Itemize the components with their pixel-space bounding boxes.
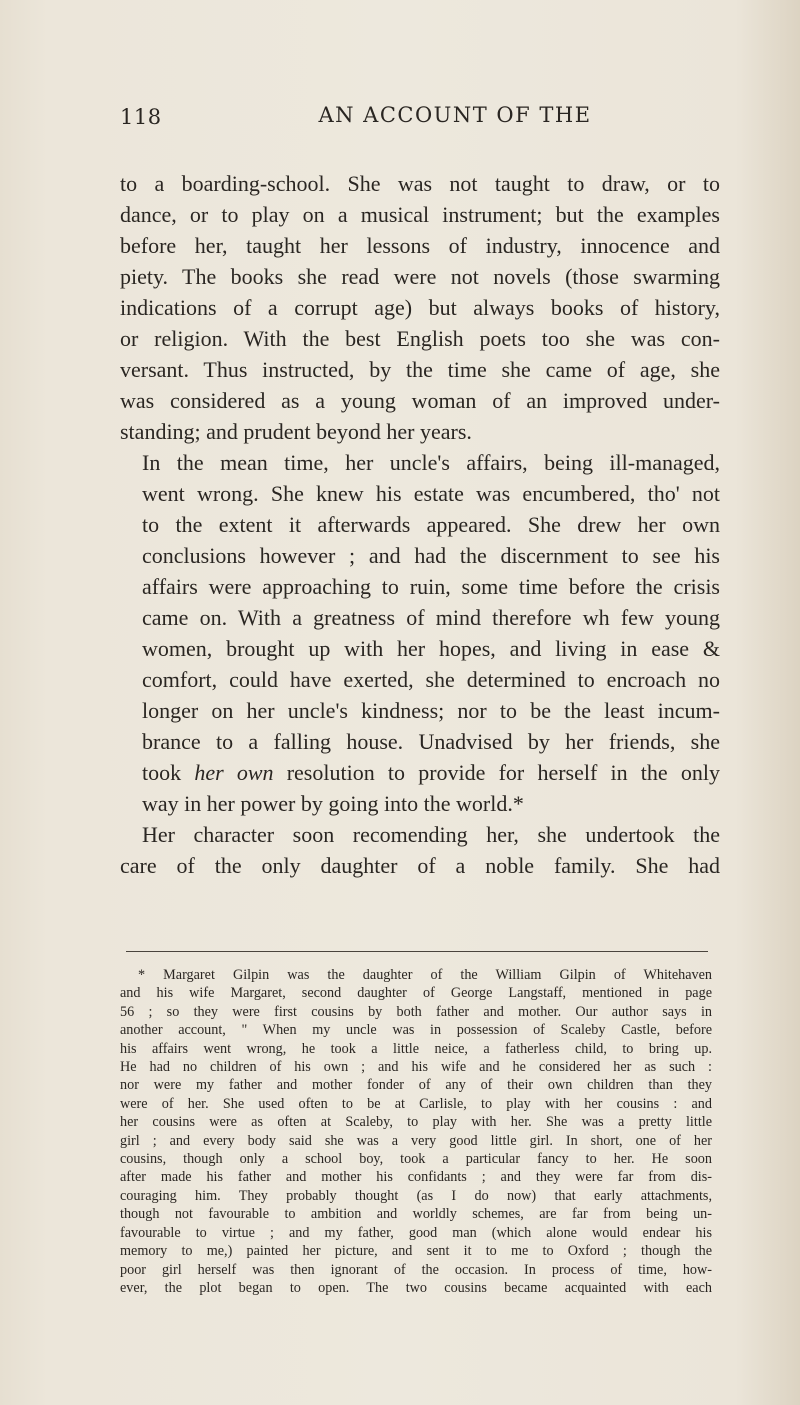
footnote-line: nor were my father and mother fonder of any of their own children than they	[120, 1077, 712, 1094]
text-line: indications of a corrupt age) but always books of history,	[120, 295, 720, 320]
text-line: came on. With a greatness of mind therefore wh few young	[142, 605, 720, 630]
text-line: way in her power by going into the world.*	[142, 791, 524, 816]
footnote-line: though not favourable to ambition and worldly schemes, are far from being un-	[120, 1206, 712, 1223]
footnote	[120, 966, 712, 1297]
text-line: versant. Thus instructed, by the time she came of age, she	[120, 357, 720, 382]
footnote-line: * Margaret Gilpin was the daughter of the William Gilpin of Whitehaven	[138, 967, 712, 983]
body-text	[120, 168, 720, 881]
text-line: In the mean time, her uncle's affairs, being ill-managed,	[142, 450, 720, 475]
text-line: to the extent it afterwards appeared. She drew her own	[142, 512, 720, 537]
footnote-line: ever, the plot began to open. The two cousins became acquainted with each	[120, 1279, 712, 1296]
text-line: brance to a falling house. Unadvised by her friends, she	[142, 729, 720, 754]
paragraph-2	[120, 447, 720, 819]
footnote-line: 56 ; so they were first cousins by both father and mother. Our author says in	[120, 1003, 712, 1020]
paragraph-1	[120, 168, 720, 447]
text-line: standing; and prudent beyond her years.	[120, 419, 472, 444]
text-fragment: took	[142, 760, 195, 785]
text-line: piety. The books she read were not novels (those swarming	[120, 264, 720, 289]
footnote-line: girl ; and every body said she was a very good little girl. In short, one of her	[120, 1132, 712, 1149]
footnote-rule	[126, 951, 708, 952]
text-fragment: resolution to provide for herself in the only	[273, 760, 720, 785]
footnote-line: his affairs went wrong, he took a little neice, a fatherless child, to bring up.	[120, 1040, 712, 1057]
text-line: went wrong. She knew his estate was encumbered, tho' not	[142, 481, 720, 506]
page-header	[120, 100, 720, 140]
footnote-line: after made his father and mother his confidants ; and they were far from dis-	[120, 1169, 712, 1186]
footnote-line: her cousins were as often at Scaleby, to play with her. She was a pretty little	[120, 1114, 712, 1131]
text-line	[120, 757, 720, 788]
text-line: conclusions however ; and had the discernment to see his	[142, 543, 720, 568]
footnote-line: and his wife Margaret, second daughter of George Langstaff, mentioned in page	[120, 985, 712, 1002]
footnote-line: favourable to virtue ; and my father, good man (which alone would endear his	[120, 1224, 712, 1241]
footnote-line: were of her. She used often to be at Carlisle, to play with her cousins : and	[120, 1095, 712, 1112]
text-line: comfort, could have exerted, she determined to encroach no	[142, 667, 720, 692]
page-number: 118	[120, 105, 162, 129]
footnote-line: poor girl herself was then ignorant of the occasion. In process of time, how-	[120, 1261, 712, 1278]
footnote-line: cousins, though only a school boy, took a particular fancy to her. He soon	[120, 1151, 712, 1168]
footnote-line: memory to me,) painted her picture, and sent it to me to Oxford ; though the	[120, 1243, 712, 1260]
text-line: longer on her uncle's kindness; nor to be the least incum-	[142, 698, 720, 723]
footnote-line: another account, " When my uncle was in possession of Scaleby Castle, before	[120, 1022, 712, 1039]
text-line: dance, or to play on a musical instrument; but the examples	[120, 202, 720, 227]
running-head: AN ACCOUNT OF THE	[318, 103, 592, 127]
text-line: to a boarding-school. She was not taught to draw, or to	[120, 171, 720, 196]
footnote-line: He had no children of his own ; and his wife and he considered her as such :	[120, 1059, 712, 1076]
text-line: or religion. With the best English poets too she was con-	[120, 326, 720, 351]
text-line: affairs were approaching to ruin, some time before the crisis	[142, 574, 720, 599]
paragraph-3	[120, 819, 720, 881]
text-line: Her character soon recomending her, she undertook the	[142, 822, 720, 847]
text-line: was considered as a young woman of an improved under-	[120, 388, 720, 413]
text-line: before her, taught her lessons of industry, innocence and	[120, 233, 720, 258]
text-line: care of the only daughter of a noble family. She had	[120, 853, 720, 878]
footnote-line: couraging him. They probably thought (as I do now) that early attachments,	[120, 1187, 712, 1204]
emphasis-text: her own	[194, 760, 274, 785]
text-line: women, brought up with her hopes, and living in ease &	[142, 636, 720, 661]
